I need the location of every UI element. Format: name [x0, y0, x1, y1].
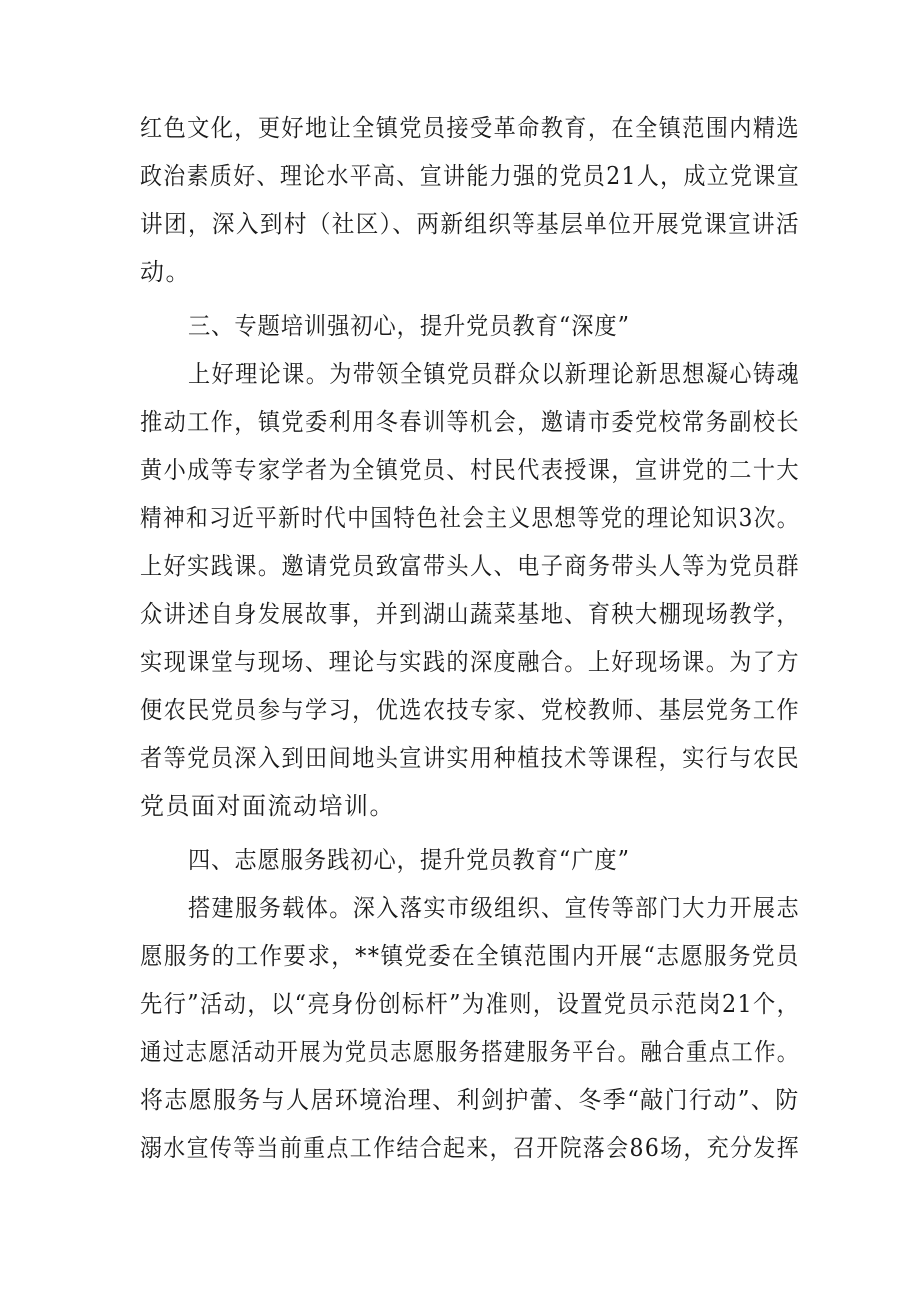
body-text-line: 党员面对面流动培训。 — [140, 792, 395, 820]
body-text-line: 先行”活动，以“亮身份创标杆”为准则，设置党员示范岗21个， — [140, 990, 801, 1018]
body-text-line: 推动工作，镇党委利用冬春训等机会，邀请市委党校常务副校长 — [140, 408, 800, 436]
body-text-line: 搭建服务载体。深入落实市级组织、宣传等部门大力开展志 — [188, 894, 800, 922]
section-heading-4: 四、志愿服务践初心，提升党员教育“广度” — [188, 846, 630, 874]
body-text-line: 溺水宣传等当前重点工作结合起来，召开院落会86场，充分发挥 — [140, 1134, 801, 1162]
body-text-line: 愿服务的工作要求，**镇党委在全镇范围内开展“志愿服务党员 — [140, 942, 800, 970]
body-text-line: 讲团，深入到村（社区）、两新组织等基层单位开展党课宣讲活 — [140, 210, 800, 238]
body-text-line: 上好理论课。为带领全镇党员群众以新理论新思想凝心铸魂 — [188, 360, 800, 388]
body-text-line: 众讲述自身发展故事，并到湖山蔬菜基地、育秧大棚现场教学， — [140, 600, 800, 628]
body-text-line: 通过志愿活动开展为党员志愿服务搭建服务平台。融合重点工作。 — [140, 1038, 800, 1066]
body-text-line: 红色文化，更好地让全镇党员接受革命教育，在全镇范围内精选 — [140, 114, 800, 142]
body-text-line: 黄小成等专家学者为全镇党员、村民代表授课，宣讲党的二十大 — [140, 456, 800, 484]
body-text-line: 动。 — [140, 258, 191, 286]
body-text-line: 实现课堂与现场、理论与实践的深度融合。上好现场课。为了方 — [140, 648, 800, 676]
section-heading-3: 三、专题培训强初心，提升党员教育“深度” — [188, 312, 630, 340]
body-text-line: 者等党员深入到田间地头宣讲实用种植技术等课程，实行与农民 — [140, 744, 800, 772]
body-text-line: 精神和习近平新时代中国特色社会主义思想等党的理论知识3次。 — [140, 504, 800, 532]
body-text-line: 政治素质好、理论水平高、宣讲能力强的党员21人，成立党课宣 — [140, 162, 801, 190]
body-text-line: 上好实践课。邀请党员致富带头人、电子商务带头人等为党员群 — [140, 552, 800, 580]
body-text-line: 将志愿服务与人居环境治理、利剑护蕾、冬季“敲门行动”、防 — [140, 1086, 800, 1114]
body-text-line: 便农民党员参与学习，优选农技专家、党校教师、基层党务工作 — [140, 696, 800, 724]
